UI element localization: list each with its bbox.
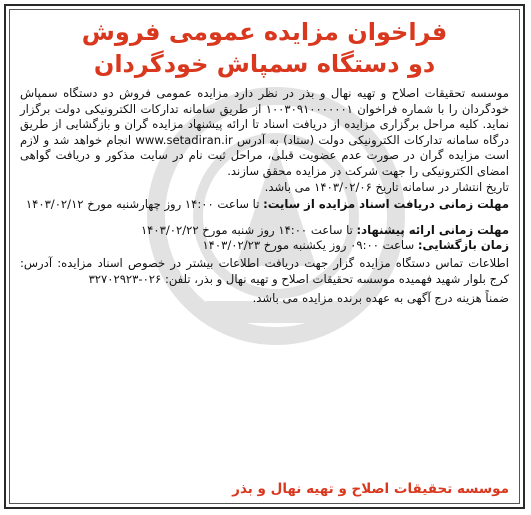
notice-frame — [4, 4, 525, 509]
deadline-download-value: تا ساعت ۱۴:۰۰ روز چهارشنبه مورخ ۱۴۰۳/۰۲/۱۲ — [25, 197, 260, 212]
opening-value: ساعت ۰۹:۰۰ روز یکشنبه مورخ ۱۴۰۳/۰۲/۲۳ — [202, 238, 415, 253]
publish-date: تاریخ انتشار در سامانه تاریخ ۱۴۰۳/۰۲/۰۶ می باشد. — [264, 179, 509, 194]
notice-footer-signature: موسسه تحقیقات اصلاح و تهیه نهال و بذر — [232, 481, 509, 497]
fee-note: ضمناً هزینه درج آگهی به عهده برنده مزایده می باشد. — [252, 291, 509, 306]
deadline-download — [20, 197, 509, 213]
deadline-offer-label: مهلت زمانی ارائه پیشنهاد: — [356, 222, 509, 237]
notice-content — [20, 16, 509, 499]
deadline-download-label: مهلت زمانی دریافت اسناد مزایده از سایت: — [263, 197, 509, 212]
opening-time — [20, 238, 509, 254]
deadline-offer — [20, 223, 509, 239]
notice-title-line-2: دو دستگاه سمپاش خودگردان — [93, 50, 436, 78]
deadline-offer-value: تا ساعت ۱۴:۰۰ روز شنبه مورخ ۱۴۰۳/۰۲/۲۲ — [140, 222, 353, 237]
opening-label: زمان بازگشایی: — [417, 238, 509, 253]
notice-body: موسسه تحقیقات اصلاح و تهیه نهال و بذر در نظر دارد مزایده عمومی فروش دو دستگاه سمپاش خودگردان را با شماره فراخوان ۱۰۰۳۰۹۱۰۰۰۰۰۰۱ از طریق سامانه تدارکات الکترونیکی دولت برگزار نماید. کلیه مراحل برگزاری مزایده از دریافت اسناد تا ارائه پیشنهاد مزایده گران و بازگشایی از طریق درگاه سامانه تدارکات الکترونیکی دولت (ستاد) به آدرس www.setadiran.ir انجام خواهد شد و لازم است مزایده گران در صورت عدم عضویت قبلی، مراحل ثبت نام در سایت مذکور و دریافت گواهی امضای الکترونیکی را جهت شرکت در مزایده محقق سازند. — [20, 86, 509, 178]
contact-info: اطلاعات تماس دستگاه مزایده گزار جهت دریافت اطلاعات بیشتر در خصوص اسناد مزایده: آدرس: کرج بلوار شهید فهمیده موسسه تحقیقات اصلاح و تهیه نهال و بذر، تلفن: ۰۲۶-۳۲۷۰۲۹۲۳ — [20, 255, 509, 286]
notice-title-line-1: فراخوان مزایده عمومی فروش — [81, 18, 448, 46]
